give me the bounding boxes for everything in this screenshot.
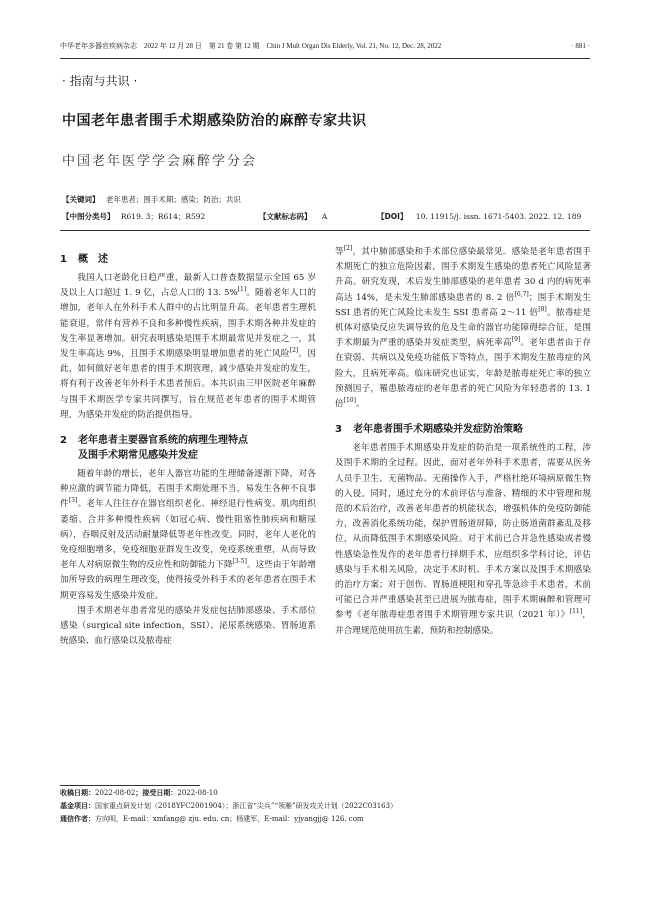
right-column	[335, 245, 591, 639]
accepted-date: 2022-08-10	[177, 789, 218, 797]
citation: [3]	[68, 497, 78, 505]
doc-code-label: 【文献标志码】	[259, 212, 312, 221]
clc-label: 【中图分类号】	[62, 212, 115, 221]
article-title: 中国老年患者围手术期感染防治的麻醉专家共识	[62, 113, 367, 129]
footnote-rule	[60, 785, 200, 786]
header-rule	[60, 58, 590, 59]
correspondence-line: 通信作者：方向明，E-mail：xmfang@ zju. edu. cn；杨建军，E-mail：yjyangjj@ 126. com	[60, 815, 364, 823]
citation: [2]	[343, 245, 353, 252]
keywords: 老年患者；围手术期；感染；防治；共识	[105, 195, 241, 204]
continued-paragraph: 等[2]，其中肺部感染和手术部位感染最常见。感染是老年患者围手术期死亡的独立危险因素，围手术期发生感染的患者死亡风险显著升高。研究发现，术后发生肺部感染的老年患者 30 d 内的病死率高达 14%，是未发生肺部感染患者的 8. 2 倍[6,7]；围手术期发生 SSI 患者的死亡风险比未发生 SSI 患者高 2～11 倍[8]。脓毒症是机体对感染反应失调导致的危及生命的器官功能障碍综合征，是围手术期最为严重的感染并发症类型，病死率高[9]。老年患者由于存在衰弱、共病以及免疫功能低下等特点，围手术期发生脓毒症的风险大，且病死率高。临床研究也证实，年龄是脓毒症死亡率的独立预测因子，罹患脓毒症的老年患者的死亡风险为年轻患者的 13. 1 倍[10]。	[335, 245, 591, 410]
section-1-heading: 1 概 述	[60, 254, 108, 265]
citation: [11]	[569, 608, 583, 616]
article-author: 中国老年医学学会麻醉学分会	[62, 154, 258, 169]
keywords-label: 【关键词】	[62, 195, 100, 204]
citation: [3-5]	[232, 558, 247, 566]
meta-rule	[60, 230, 590, 231]
doi-group	[377, 211, 581, 222]
clc-code: R619. 3；R614；R592	[120, 212, 206, 221]
journal-info: 中华老年多器官疾病杂志 2022 年 12 月 28 日 第 21 卷 第 12 期 Chin J Mult Organ Dis Elderly, Vol. 21, No. 12, Dec. 28, 2022	[60, 42, 442, 50]
doc-code-group	[259, 211, 327, 222]
running-head	[60, 41, 590, 51]
section-tag: · 指南与共识 ·	[62, 74, 138, 88]
fund-info: 国家重点研发计划（2018YFC2001904）；浙江省“尖兵”“领雁”研发攻关计划（2022C03163）	[95, 802, 398, 810]
section-2-heading: 2 老年患者主要器官系统的病理生理特点 及围手术期常见感染并发症	[60, 435, 248, 462]
doc-code: A	[321, 212, 328, 221]
citation: [2]	[289, 347, 299, 355]
received-date: 2022-08-02	[95, 789, 136, 797]
section-1-paragraph: 我国人口老龄化日趋严重，最新人口普查数据显示全国 65 岁及以上人口超过 1. 9 亿，占总人口的 13. 5%[1]。随着老年人口的增加，老年人在外科手术人群中的占比明显升高。老年患者生理机能衰退，常伴有营养不良和多种慢性疾病，围手术期各种并发症的发生率显著增加。研究表明感染是围手术期最常见并发症之一，其发生率高达 9%，且围手术期感染明显增加患者的死亡风险[2]。因此，如何做好老年患者的围手术期管理，减少感染并发症的发生，将有利于改善老年外科手术患者预后。本共识由三甲医院老年麻醉与围手术期医学专家共同撰写，旨在规范老年患者的围手术期管理，为感染并发症的防治提供指导。	[60, 273, 316, 420]
dates-line: 收稿日期：2022-08-02；接受日期：2022-08-10	[60, 789, 218, 797]
doi-label: 【DOI】	[377, 212, 408, 221]
doi: 10. 11915/j. issn. 1671-5403. 2022. 12. 189	[415, 212, 582, 221]
section-2-paragraph-2: 围手术期老年患者常见的感染并发症包括肺部感染、手术部位感染（surgical site infection，SSI）、泌尿系统感染、胃肠道系统感染、血行感染以及脓毒症	[60, 605, 316, 647]
correspondence-info: 方向明，E-mail：xmfang@ zju. edu. cn；杨建军，E-mail：yjyangjj@ 126. com	[95, 815, 364, 823]
fund-line: 基金项目：国家重点研发计划（2018YFC2001904）；浙江省“尖兵”“领雁”研发攻关计划（2022C03163）	[60, 802, 398, 810]
section-2-paragraph-1: 随着年龄的增长，老年人器官功能的生理储备逐渐下降，对各种应激的调节能力降低，若围手术期处理不当，易发生各种不良事件[3]。老年人往往存在器官组织老化、神经退行性病变、肌肉组织萎缩、合并多种慢性疾病（如冠心病、慢性阻塞性肺疾病和糖尿病），吞咽反射及活动耐量降低等老年性改变。同时，老年人老化的免疫细胞增多，免疫细胞亚群发生改变，免疫系统重塑，从而导致老年人对病原微生物的反应性和防御能力下降[3-5]。这些由于年龄增加所导致的病理生理改变，使得接受外科手术的老年患者在围手术期更容易发生感染并发症。	[60, 469, 316, 601]
keywords-line	[62, 194, 241, 205]
page-number: · 881 ·	[571, 42, 590, 50]
section-3-paragraph: 老年患者围手术期感染并发症的防治是一项系统性的工程，涉及围手术期的全过程。因此，面对老年外科手术患者，需要从医务人员手卫生、无菌物品、无菌操作入手，严格杜绝环境病原微生物的入侵。同时，通过充分的术前评估与准备、精细的术中管理和规范的术后治疗，改善老年患者的机能状态，增强机体的免疫防御能力，改善消化系统功能，保护胃肠道屏障，防止肠道菌群紊乱及移位，从而降低围手术期感染风险。对于术前已合并急性感染或者慢性感染急性发作的老年患者行择期手术，应组织多学科讨论，评估感染与手术相关风险，决定手术时机、手术方案以及围手术期感染的治疗方案；对于创伤、胃肠道梗阻和穿孔等急诊手术患者，术前可能已合并严重感染甚至已进展为脓毒症，围手术期麻醉和管理可参考《老年脓毒症患者围手术期管理专家共识（2021 年）》[11]，并合理规范使用抗生素，预防和控制感染。	[335, 443, 591, 636]
section-3-heading: 3 老年患者围手术期感染并发症防治策略	[335, 424, 523, 436]
left-column	[60, 252, 316, 649]
citation: [9]	[511, 336, 521, 344]
citation: [10]	[343, 397, 356, 405]
citation: [8]	[538, 305, 547, 313]
citation: [6,7]	[514, 290, 529, 298]
citation: [1]	[237, 286, 247, 294]
classification-line	[62, 211, 592, 222]
